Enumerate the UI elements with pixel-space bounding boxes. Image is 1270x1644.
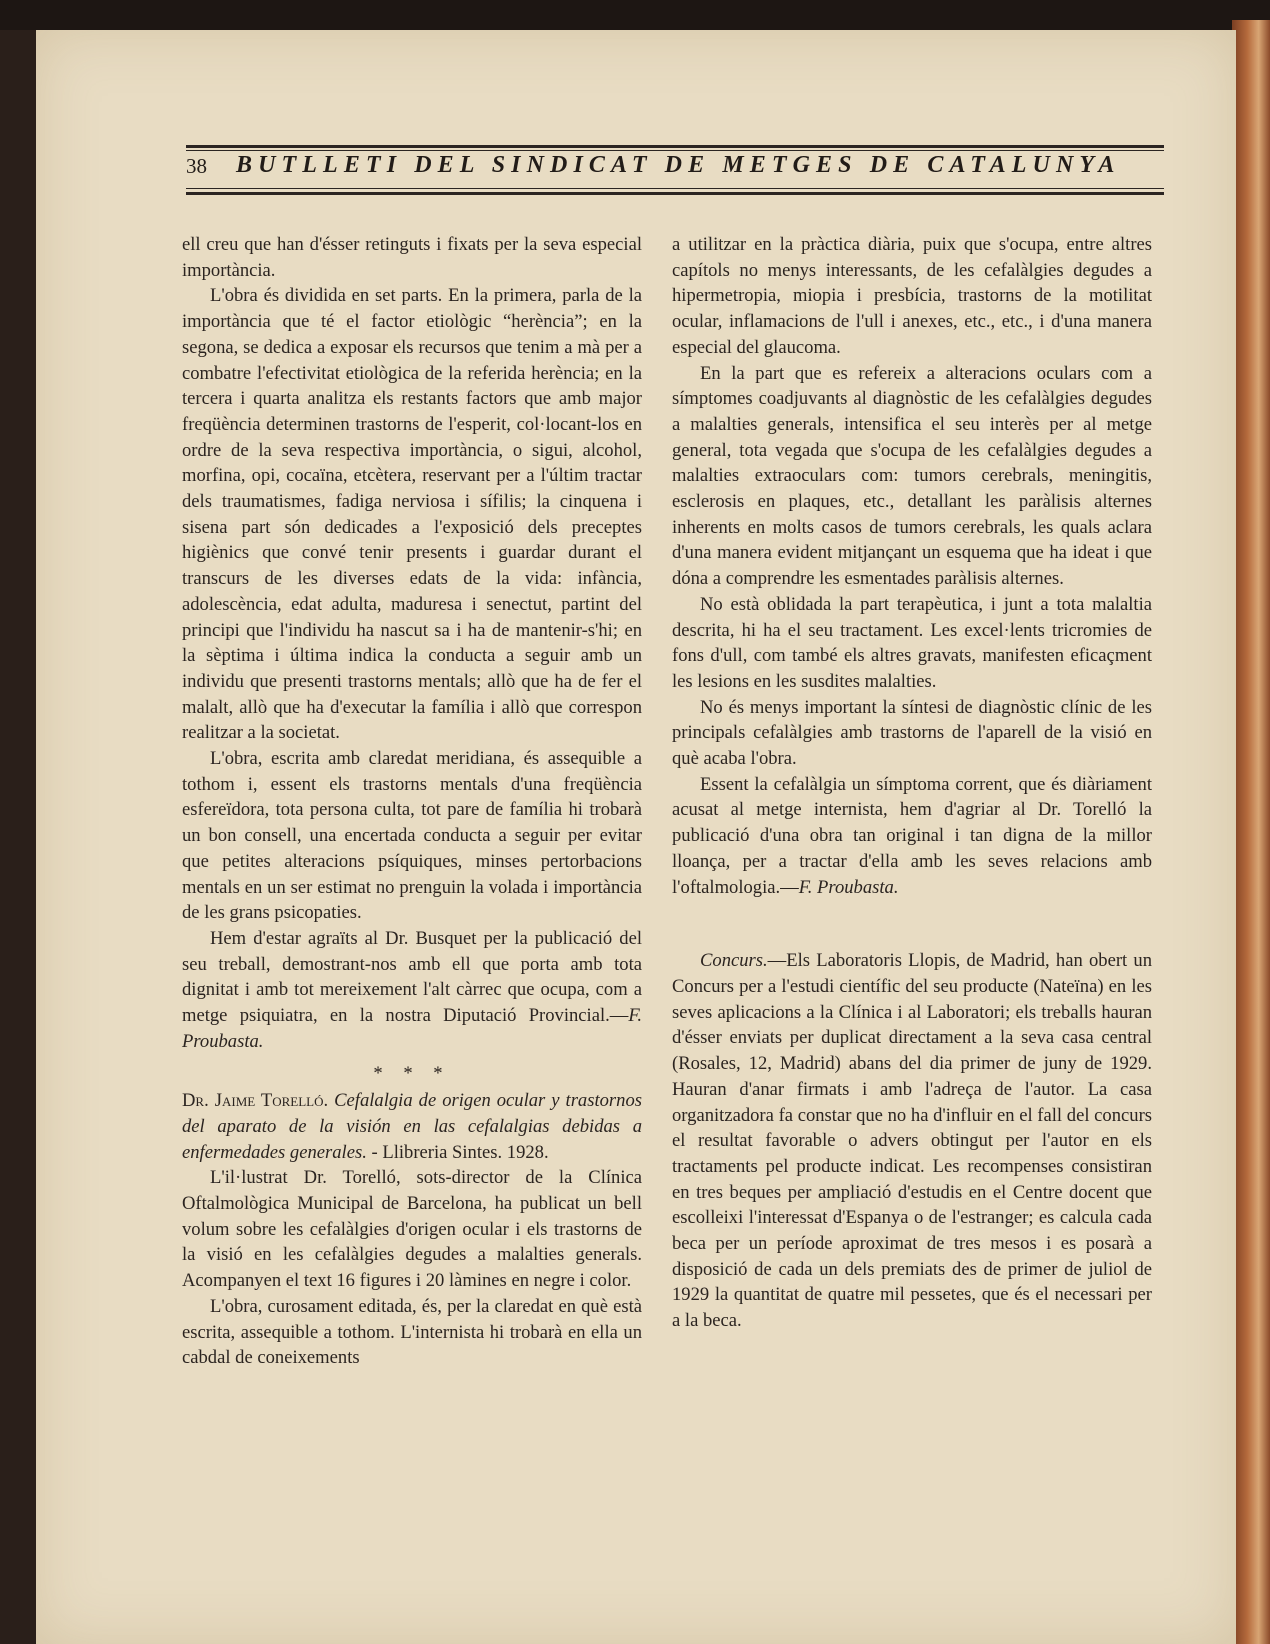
section-separator: * * * <box>373 1062 451 1084</box>
paragraph: L'obra, escrita amb claredat meridiana, és assequible a tothom i, essent els trastorns mentals d'una freqüència esfereïdora, tota persona culta, tot pare de família hi trobarà un bon consell, una encertada conducta a seguir per evitar que petites alteracions psíquiques, minses pertorbacions mentals en un ser estimat no prenguin la volada i importància de les grans psicopaties. <box>182 748 642 924</box>
paragraph: En la part que es refereix a alteracions oculars com a símptomes coadjuvants al diagnòstic de les cefalàlgies degudes a malalties generals, intensifica el seu interès per al metge general, tota vegada que s'ocupa de les cefalàlgies degudes a malalties extraoculars com: tumors cerebrals, meningitis, esclerosis en plaques, etc., detallant les paràlisis alternes inherents en molts casos de tumors cerebrals, les quals aclara d'una manera evident mitjançant un esquema que ha ideat i que dóna a comprendre les esmentades paràlisis alternes. <box>672 362 1152 590</box>
header-rule-bottom <box>186 192 1164 195</box>
paragraph <box>182 926 642 1055</box>
announcement-text: —Els Laboratoris Llopis, de Madrid, han obert un Concurs per a l'estudi científic del seu producte (Nateïna) en les seves aplicacions a la Clínica i al Laboratori; els treballs hauran d'ésser enviats per duplicat directament a la seva casa central (Rosales, 12, Madrid) abans del dia primer de juny de 1929. Hauran d'anar firmats i amb l'adreça de l'autor. La casa organitzadora fa constar que no ha d'influir en el fall del concurs el resultat favorable o advers obtingut per l'autor en els tractaments pel producte indicat. Les recompenses consistiran en tres beques per ampliació d'estudis en el Centre docent que escolleixi l'interessat d'Espanya o de l'estranger; es calcula cada beca per un període aproximat de tres mesos i es posarà a disposició de cada un dels premiats des de primer de juliol de 1929 la quantitat de quatre mil pessetes, que és el necessari per a la beca. <box>672 950 1152 1332</box>
review-author: Dr. Jaime Torelló. <box>182 1090 329 1112</box>
paragraph: L'il·lustrat Dr. Torelló, sots-director de la Clínica Oftalmològica Municipal de Barcelona, ha publicat un bell volum sobre les cefalàlgies d'origen ocular i els trastorns de la visió en les cefalàlgies degudes a malalties generals. Acompanyen el text 16 figures i 20 làmines en negre i color. <box>182 1167 642 1292</box>
header-rule-top <box>186 145 1164 148</box>
section-gap <box>672 900 1152 948</box>
scan-background-top <box>0 0 1270 30</box>
page-number: 38 <box>186 154 207 178</box>
paragraph-text: Hem d'estar agraïts al Dr. Busquet per la publicació del seu treball, demostrant-nos amb ell que porta amb tota dignitat i amb tot mereixement l'alt càrrec que ocupa, com a metge psiquiatra, en la nostra Diputació Provincial.— <box>182 927 642 1027</box>
review-title: Cefalalgia de origen ocular y trastornos del aparato de la visión en las cefalalgias debidas a enfermedades generales. <box>182 1090 642 1163</box>
paragraph-text: Essent la cefalàlgia un símptoma corrent, que és diàriament acusat al metge internista, hem d'agriar al Dr. Torelló la publicació d'una obra tan original i tan digna de la millor lloança, per a tractar d'ella amb les seves relacions amb l'oftalmologia.— <box>672 773 1152 898</box>
running-title: BUTLLETI DEL SINDICAT DE METGES DE CATALUNYA <box>236 152 1121 178</box>
signature: F. Proubasta. <box>182 1005 642 1052</box>
paragraph: No està oblidada la part terapèutica, i junt a tota malaltia descrita, hi ha el seu tractament. Les excel·lents tricromies de fons d'ull, com també els altres gravats, manifesten eficaçment les lesions en les susdites malalties. <box>672 593 1152 692</box>
review-citation <box>182 1088 642 1165</box>
paragraph: No és menys important la síntesi de diagnòstic clínic de les principals cefalàlgies amb trastorns de l'aparell de la visió en què acaba l'obra. <box>672 696 1152 770</box>
header-rule-top-thin <box>186 150 1164 151</box>
header-rule-bottom-thin <box>186 188 1164 189</box>
paragraph: L'obra, curosament editada, és, per la claredat en què està escrita, assequible a tothom. L'internista hi trobarà en ella un cabdal de coneixements <box>182 1295 642 1369</box>
paragraph: L'obra és dividida en set parts. En la primera, parla de la importància que té el factor etiològic “herència”; en la segona, se dedica a exposar els recursos que tenim a mà per a combatre l'efectivitat etiològica de la referida herència; en la tercera i quarta analitza els restants factors que amb major freqüència determinen trastorns de l'esperit, col·locant-los en ordre de la seva respectiva importància, o sigui, alcohol, morfina, opi, cocaïna, etcètera, reservant per a l'últim tractar dels traumatismes, fadiga nerviosa i sífilis; la cinquena i sisena part són dedicades a l'exposició dels preceptes higiènics que convé tenir presents i guardar durant el transcurs de les diverses edats de la vida: infància, adolescència, edat adulta, maduresa i senectut, partint del principi que l'individu ha nascut sa i ha de mantenir-s'hi; en la sèptima i última indica la conducta a seguir amb un individu que presenti trastorns mentals; allò que ha de fer el malalt, allò que ha d'executar la família i allò que correspon realitzar a la societat. <box>182 285 642 744</box>
announcement-label: Concurs. <box>700 950 768 972</box>
book-edge <box>1232 20 1270 1644</box>
signature: F. Proubasta. <box>798 876 899 898</box>
announcement-paragraph <box>672 948 1152 1334</box>
paragraph: a utilitzar en la pràctica diària, puix que s'ocupa, entre altres capítols no menys interessants, de les cefalàlgies degudes a hipermetropia, miopia i presbícia, trastorns de la motilitat ocular, inflamacions de l'ull i anexes, etc., etc., i d'una manera especial del glaucoma. <box>672 234 1152 358</box>
paragraph <box>672 772 1152 901</box>
right-column <box>672 232 1152 1334</box>
review-publisher: - Llibreria Sintes. 1928. <box>366 1141 549 1163</box>
left-column <box>182 232 642 1371</box>
document-page <box>36 30 1236 1644</box>
paragraph: ell creu que han d'ésser retinguts i fixats per la seva especial importància. <box>182 234 642 281</box>
page-header <box>186 112 1164 190</box>
